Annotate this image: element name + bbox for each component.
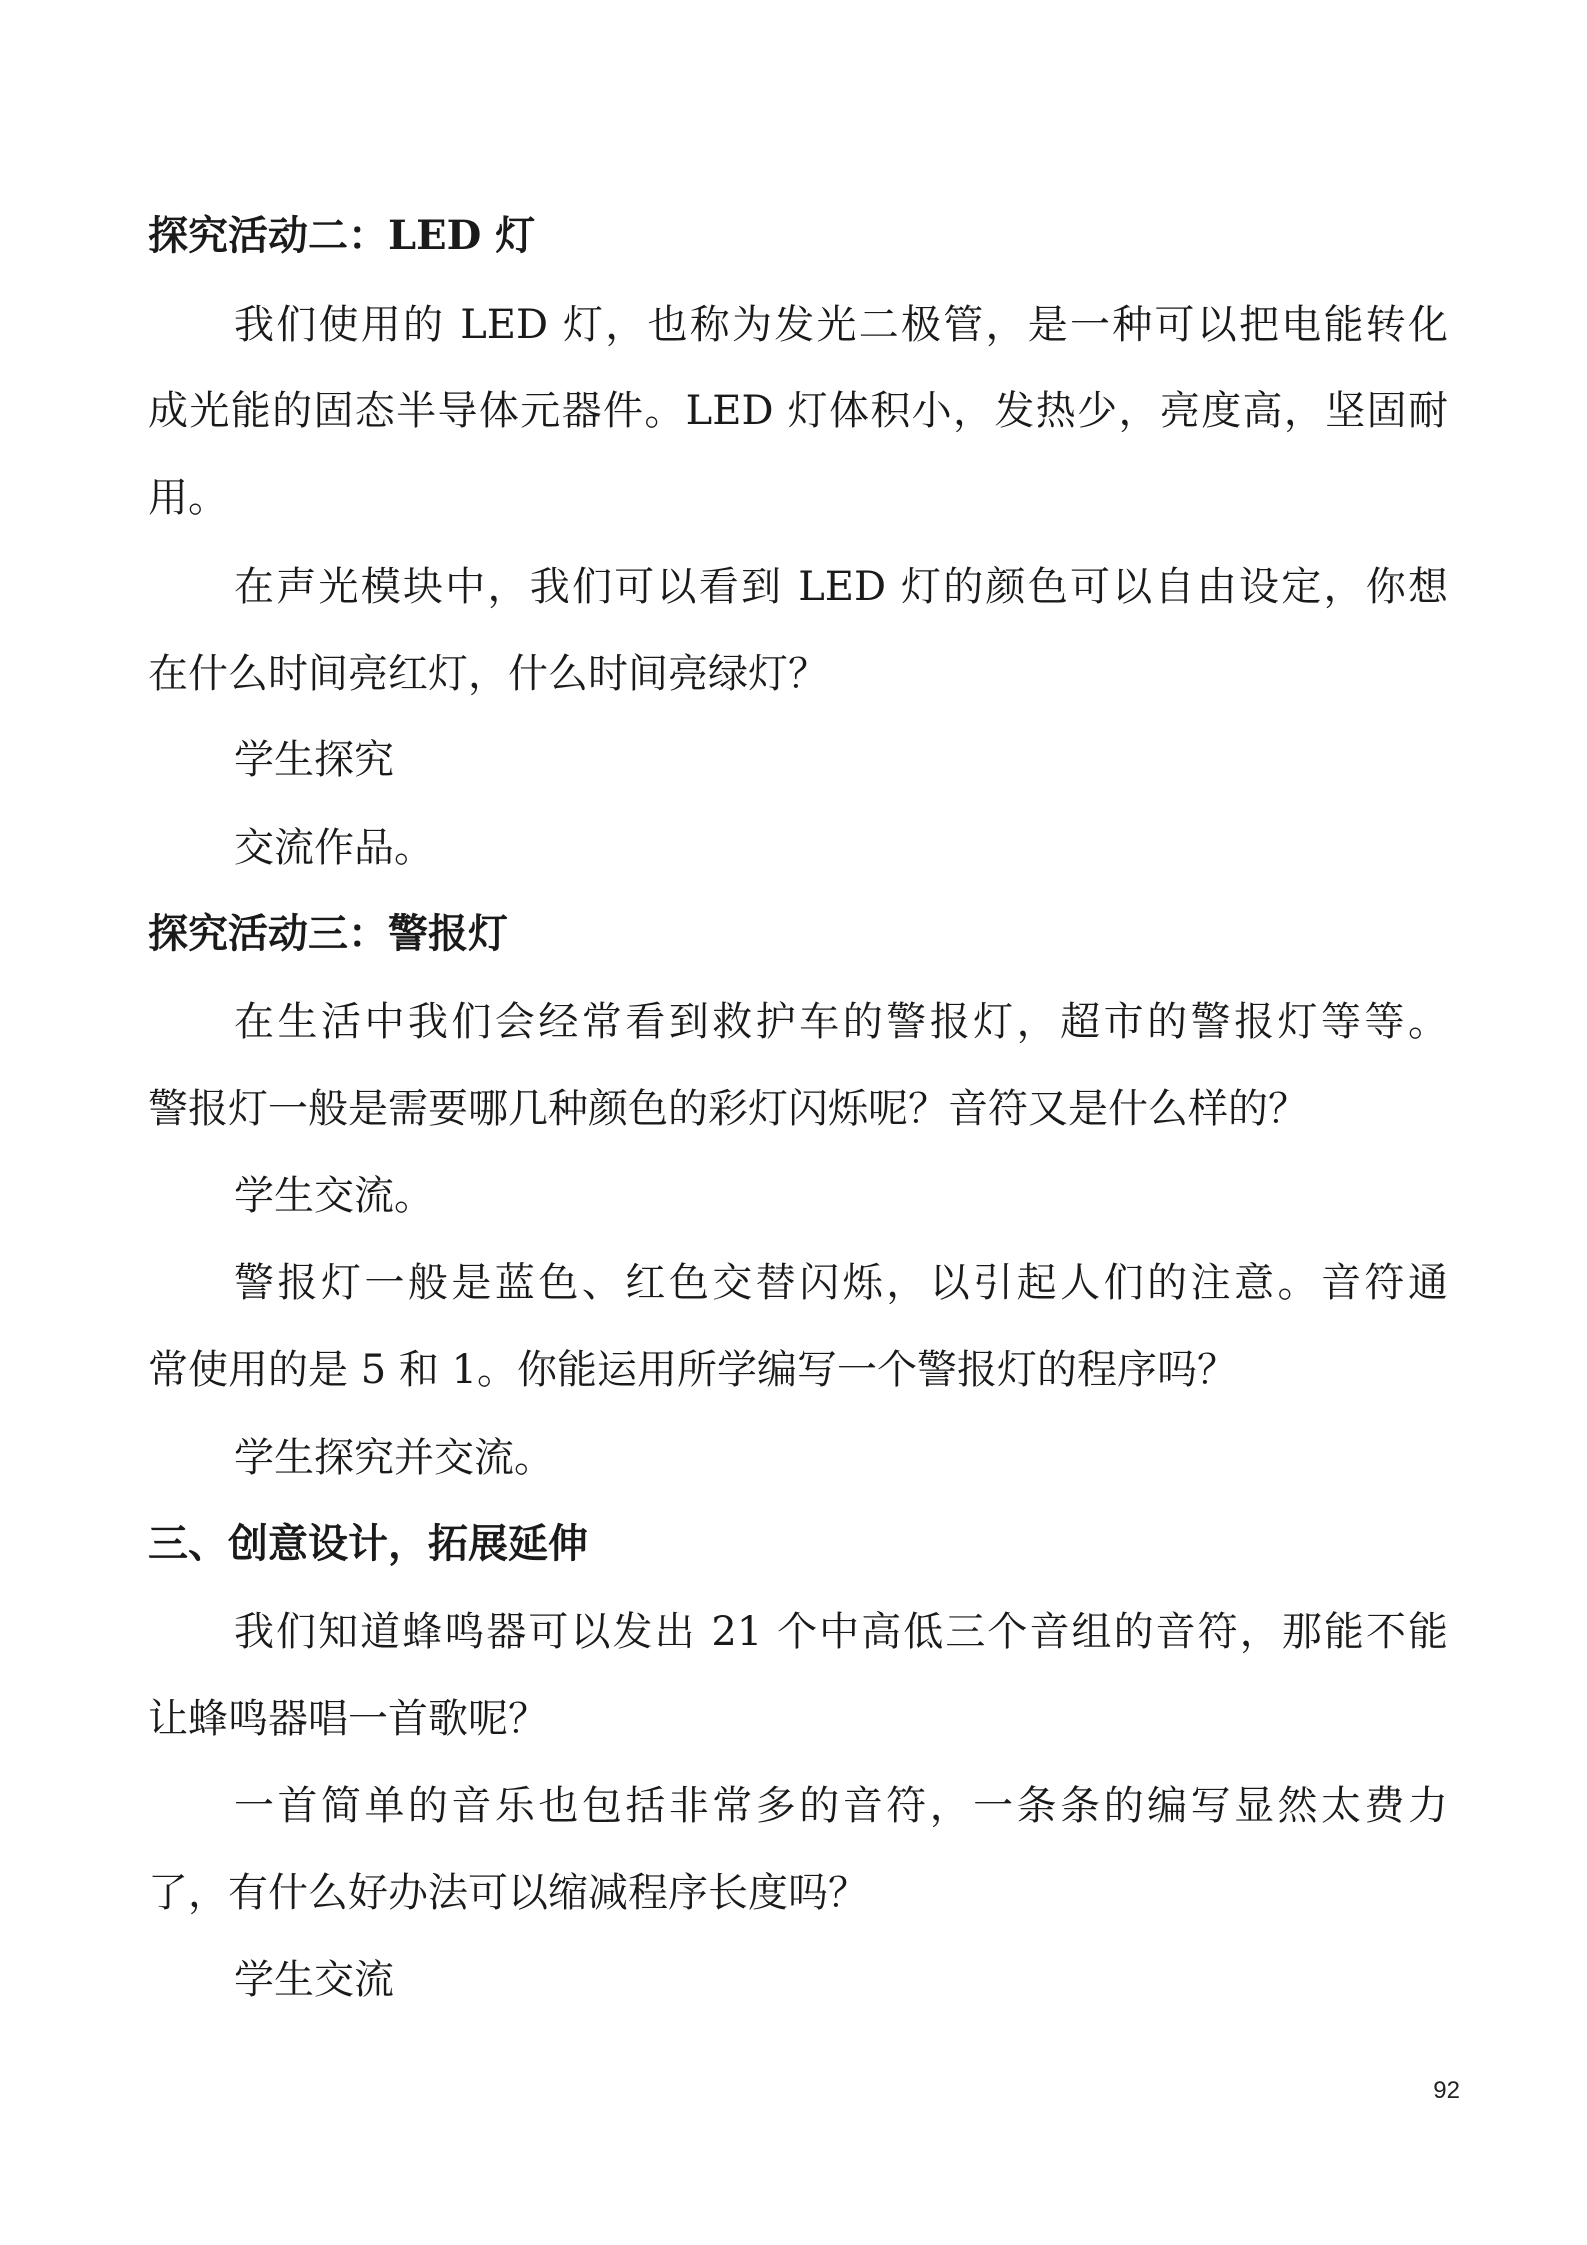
paragraph-line: 警报灯一般是需要哪几种颜色的彩灯闪烁呢？音符又是什么样的？ — [148, 1086, 1308, 1132]
paragraph-line: 了，有什么好办法可以缩减程序长度吗？ — [148, 1870, 868, 1916]
page-number: 92 — [1433, 2077, 1460, 2104]
paragraph-line: 学生交流 — [234, 1957, 394, 2003]
section-heading-creative-design: 三、创意设计，拓展延伸 — [148, 1520, 588, 1567]
paragraph-line: 我们使用的 LED 灯，也称为发光二极管，是一种可以把电能转化 — [234, 302, 1448, 348]
paragraph-line: 常使用的是 5 和 1。你能运用所学编写一个警报灯的程序吗？ — [148, 1347, 1238, 1393]
paragraph-line: 学生探究并交流。 — [234, 1435, 554, 1481]
paragraph-line: 让蜂鸣器唱一首歌呢？ — [148, 1696, 548, 1742]
paragraph-line: 学生探究 — [234, 737, 394, 783]
paragraph-line: 成光能的固态半导体元器件。LED 灯体积小，发热少，亮度高，坚固耐 — [148, 388, 1448, 434]
paragraph-line: 我们知道蜂鸣器可以发出 21 个中高低三个音组的音符，那能不能 — [234, 1609, 1448, 1655]
section-heading-activity-three: 探究活动三：警报灯 — [148, 910, 508, 957]
paragraph-line: 在声光模块中，我们可以看到 LED 灯的颜色可以自由设定，你想 — [234, 564, 1448, 610]
paragraph-line: 警报灯一般是蓝色、红色交替闪烁，以引起人们的注意。音符通 — [234, 1260, 1448, 1306]
paragraph-line: 在什么时间亮红灯，什么时间亮绿灯？ — [148, 651, 828, 697]
paragraph-line: 用。 — [148, 475, 228, 521]
section-heading-activity-two: 探究活动二：LED 灯 — [148, 212, 536, 259]
paragraph-line: 交流作品。 — [234, 825, 434, 871]
paragraph-line: 在生活中我们会经常看到救护车的警报灯，超市的警报灯等等。 — [234, 999, 1448, 1045]
paragraph-line: 一首简单的音乐也包括非常多的音符，一条条的编写显然太费力 — [234, 1783, 1448, 1829]
paragraph-line: 学生交流。 — [234, 1173, 434, 1219]
